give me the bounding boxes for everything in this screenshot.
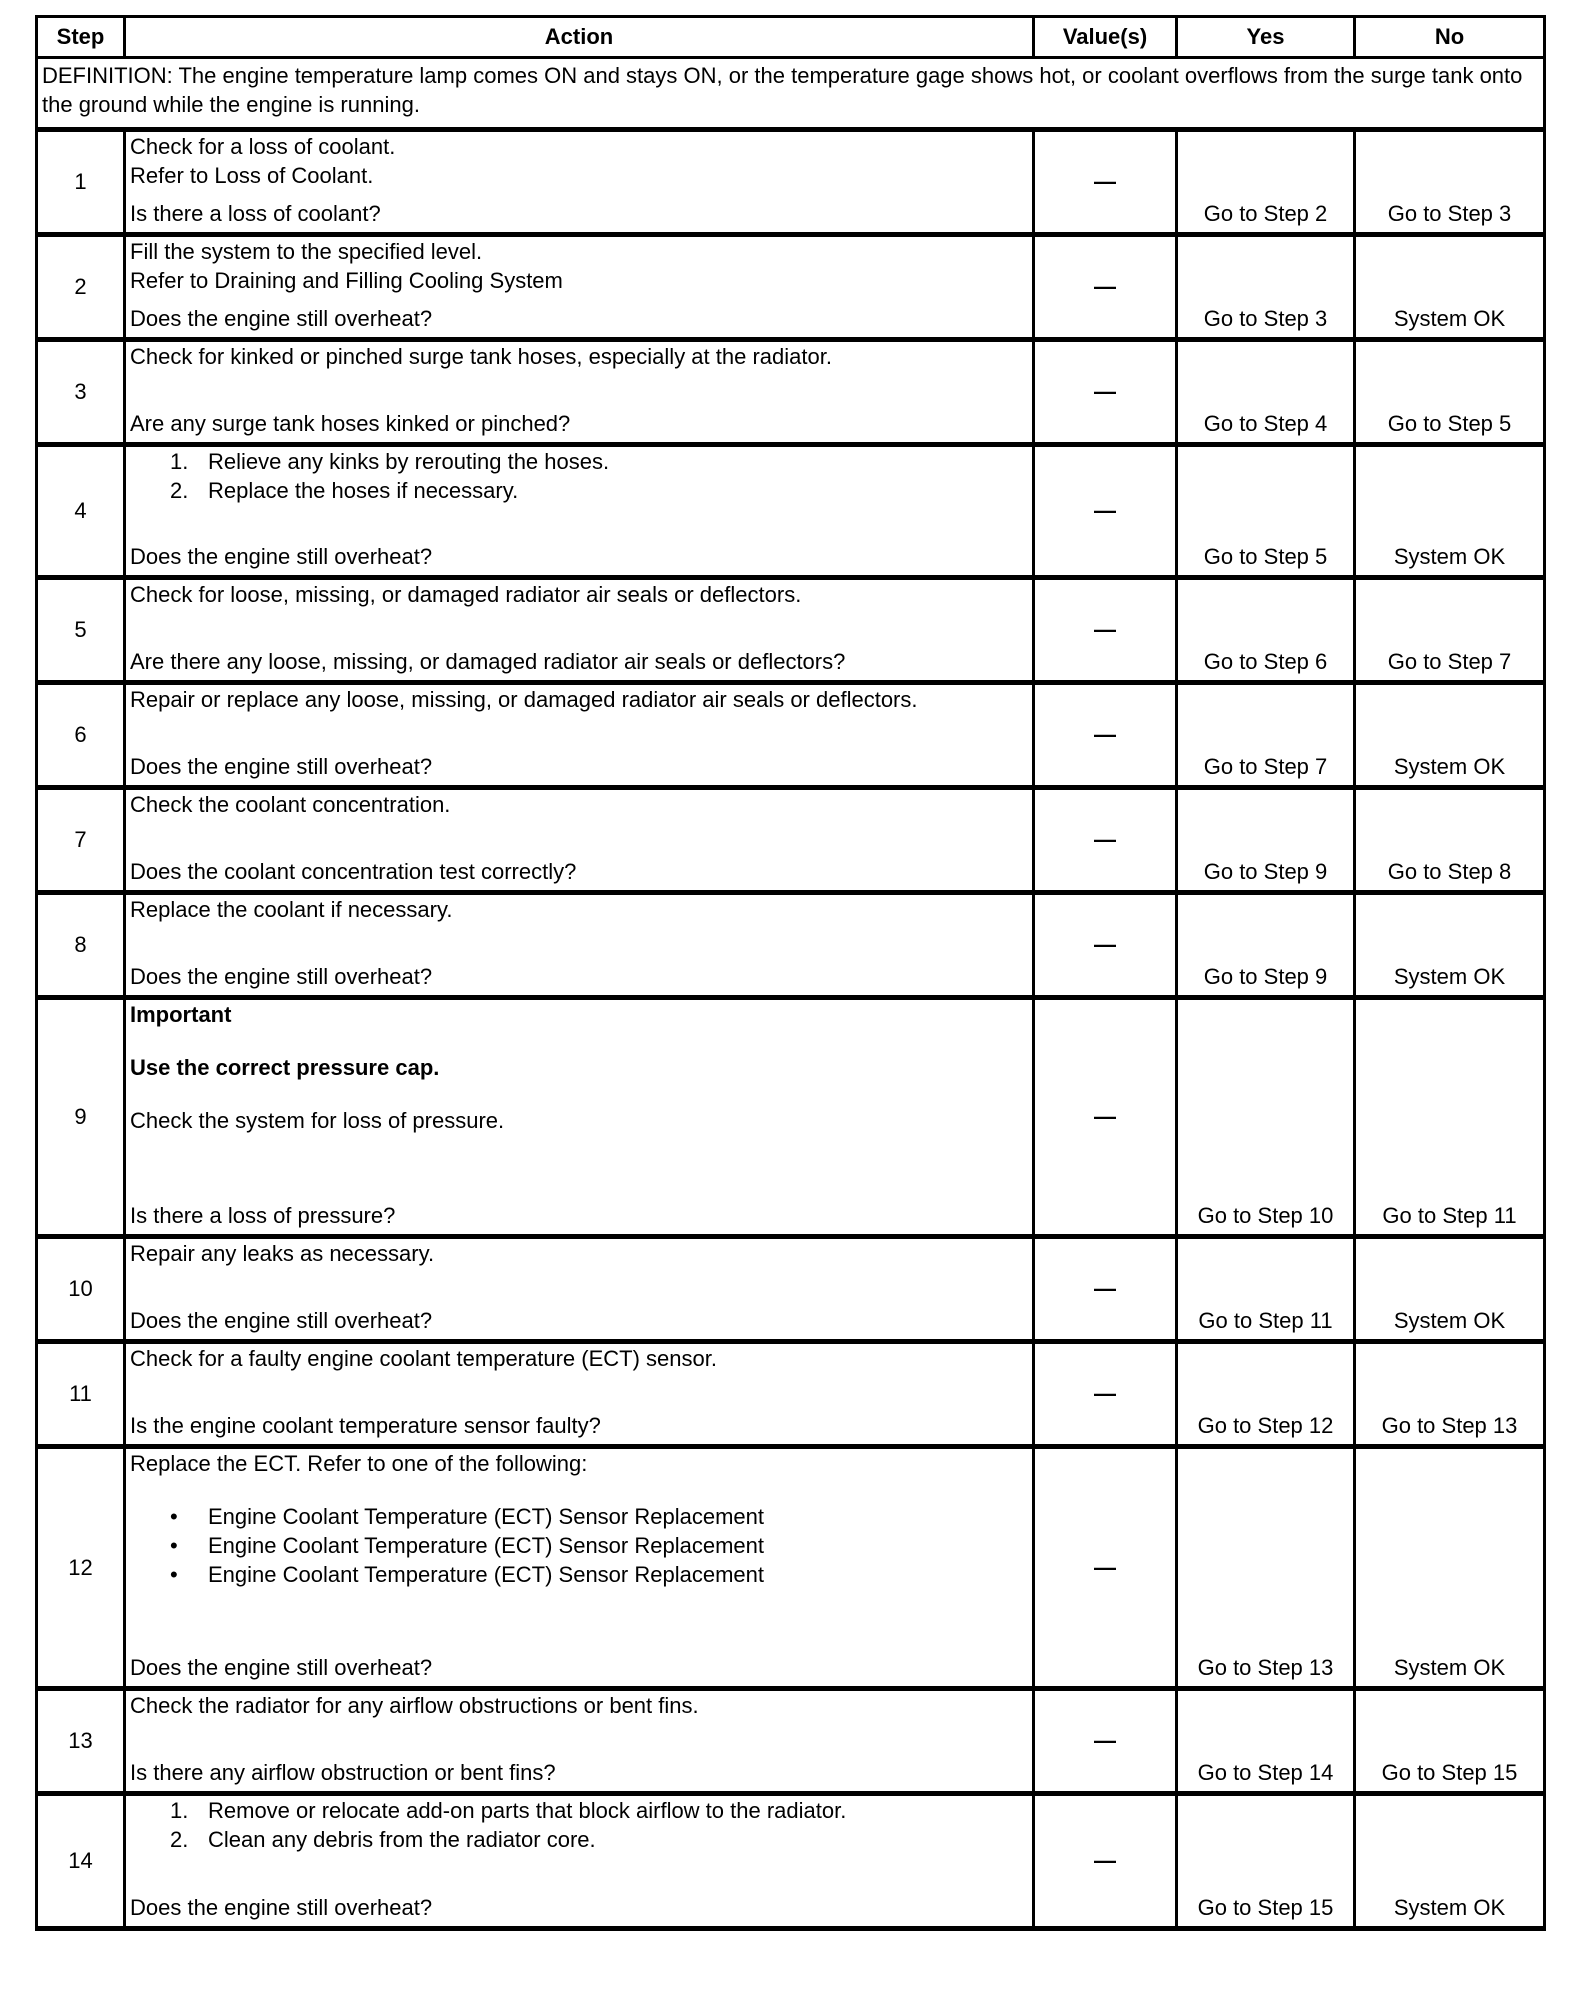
step-number: 5	[37, 578, 125, 683]
table-row	[37, 1689, 1545, 1794]
item-number: 1.	[170, 449, 189, 474]
action-cell	[125, 683, 1034, 788]
item-text: Relieve any kinks by rerouting the hoses.	[208, 449, 610, 474]
yes-cell: Go to Step 5	[1177, 445, 1355, 578]
bullet-item	[130, 1531, 1028, 1560]
action-line: Check for a loss of coolant.	[130, 134, 396, 159]
action-question: Is there a loss of pressure?	[130, 1203, 396, 1228]
yes-cell: Go to Step 13	[1177, 1447, 1355, 1689]
yes-cell: Go to Step 2	[1177, 130, 1355, 235]
item-text: Engine Coolant Temperature (ECT) Sensor Replacement	[208, 1533, 764, 1558]
action-cell	[125, 788, 1034, 893]
no-cell: Go to Step 5	[1355, 340, 1545, 445]
action-question: Is there a loss of coolant?	[130, 201, 381, 226]
header-row	[37, 17, 1545, 58]
action-question: Does the engine still overheat?	[130, 544, 433, 569]
step-number: 11	[37, 1342, 125, 1447]
table-row	[37, 1342, 1545, 1447]
action-question: Does the engine still overheat?	[130, 306, 433, 331]
yes-cell: Go to Step 7	[1177, 683, 1355, 788]
action-question: Does the engine still overheat?	[130, 754, 433, 779]
step-number: 13	[37, 1689, 125, 1794]
table-row	[37, 1447, 1545, 1689]
action-cell	[125, 130, 1034, 235]
yes-cell: Go to Step 15	[1177, 1794, 1355, 1929]
no-cell: Go to Step 8	[1355, 788, 1545, 893]
value-cell: —	[1034, 683, 1177, 788]
action-line: Refer to Loss of Coolant.	[130, 163, 374, 188]
action-line: Check the system for loss of pressure.	[130, 1108, 505, 1133]
value-cell: —	[1034, 235, 1177, 340]
table-row	[37, 340, 1545, 445]
value-cell: —	[1034, 130, 1177, 235]
action-line: Replace the coolant if necessary.	[130, 897, 453, 922]
numbered-item	[130, 447, 1028, 476]
action-cell	[125, 893, 1034, 998]
diagnostic-table	[35, 15, 1546, 1931]
no-cell: Go to Step 7	[1355, 578, 1545, 683]
table-row	[37, 998, 1545, 1237]
action-question: Does the engine still overheat?	[130, 964, 433, 989]
no-cell: System OK	[1355, 1237, 1545, 1342]
step-number: 4	[37, 445, 125, 578]
action-cell	[125, 1342, 1034, 1447]
yes-cell: Go to Step 14	[1177, 1689, 1355, 1794]
step-number: 8	[37, 893, 125, 998]
action-question: Are any surge tank hoses kinked or pinched?	[130, 411, 571, 436]
no-cell: Go to Step 3	[1355, 130, 1545, 235]
item-number: 1.	[170, 1798, 189, 1823]
action-question: Are there any loose, missing, or damaged radiator air seals or deflectors?	[130, 649, 846, 674]
yes-cell: Go to Step 9	[1177, 788, 1355, 893]
value-cell: —	[1034, 1794, 1177, 1929]
no-cell: System OK	[1355, 445, 1545, 578]
action-cell	[125, 1794, 1034, 1929]
value-cell: —	[1034, 445, 1177, 578]
header-step: Step	[37, 17, 125, 58]
item-number: 2.	[170, 1827, 189, 1852]
item-number: 2.	[170, 478, 189, 503]
action-cell	[125, 1447, 1034, 1689]
action-question: Does the engine still overheat?	[130, 1308, 433, 1333]
bullet-icon: •	[170, 1504, 178, 1529]
table-row	[37, 893, 1545, 998]
action-cell	[125, 578, 1034, 683]
value-cell: —	[1034, 998, 1177, 1237]
no-cell: Go to Step 15	[1355, 1689, 1545, 1794]
yes-cell: Go to Step 6	[1177, 578, 1355, 683]
table-row	[37, 445, 1545, 578]
action-cell	[125, 445, 1034, 578]
yes-cell: Go to Step 3	[1177, 235, 1355, 340]
header-yes: Yes	[1177, 17, 1355, 58]
table-row	[37, 130, 1545, 235]
step-number: 9	[37, 998, 125, 1237]
yes-cell: Go to Step 11	[1177, 1237, 1355, 1342]
bullet-item	[130, 1560, 1028, 1589]
value-cell: —	[1034, 893, 1177, 998]
value-cell: —	[1034, 578, 1177, 683]
value-cell: —	[1034, 1689, 1177, 1794]
action-question: Is there any airflow obstruction or bent fins?	[130, 1760, 556, 1785]
step-number: 3	[37, 340, 125, 445]
action-cell	[125, 340, 1034, 445]
action-line: Refer to Draining and Filling Cooling System	[130, 268, 563, 293]
action-cell	[125, 1237, 1034, 1342]
yes-cell: Go to Step 9	[1177, 893, 1355, 998]
action-question: Is the engine coolant temperature sensor faulty?	[130, 1413, 601, 1438]
yes-cell: Go to Step 12	[1177, 1342, 1355, 1447]
action-line: Check the coolant concentration.	[130, 792, 451, 817]
item-text: Remove or relocate add-on parts that block airflow to the radiator.	[208, 1798, 847, 1823]
table-row	[37, 235, 1545, 340]
value-cell: —	[1034, 340, 1177, 445]
action-cell	[125, 998, 1034, 1237]
action-line: Repair or replace any loose, missing, or damaged radiator air seals or deflectors.	[130, 687, 918, 712]
value-cell: —	[1034, 788, 1177, 893]
action-cell	[125, 235, 1034, 340]
action-line: Use the correct pressure cap.	[130, 1055, 440, 1080]
spacer	[130, 1082, 1028, 1106]
no-cell: System OK	[1355, 893, 1545, 998]
bullet-item	[130, 1502, 1028, 1531]
action-line: Fill the system to the specified level.	[130, 239, 483, 264]
no-cell: Go to Step 13	[1355, 1342, 1545, 1447]
step-number: 10	[37, 1237, 125, 1342]
bullet-icon: •	[170, 1562, 178, 1587]
action-question: Does the engine still overheat?	[130, 1655, 433, 1680]
yes-cell: Go to Step 10	[1177, 998, 1355, 1237]
header-values: Value(s)	[1034, 17, 1177, 58]
spacer	[130, 1029, 1028, 1053]
header-action: Action	[125, 17, 1034, 58]
step-number: 6	[37, 683, 125, 788]
spacer	[130, 1478, 1028, 1502]
no-cell: System OK	[1355, 683, 1545, 788]
action-question: Does the coolant concentration test correctly?	[130, 859, 577, 884]
item-text: Engine Coolant Temperature (ECT) Sensor Replacement	[208, 1504, 764, 1529]
definition-row	[37, 58, 1545, 130]
no-cell: System OK	[1355, 1447, 1545, 1689]
value-cell: —	[1034, 1447, 1177, 1689]
value-cell: —	[1034, 1237, 1177, 1342]
table-row	[37, 1794, 1545, 1929]
numbered-item	[130, 476, 1028, 505]
table-row	[37, 578, 1545, 683]
action-cell	[125, 1689, 1034, 1794]
action-line: Check the radiator for any airflow obstructions or bent fins.	[130, 1693, 699, 1718]
table-row	[37, 788, 1545, 893]
table-row	[37, 683, 1545, 788]
action-line: Important	[130, 1002, 232, 1027]
table-row	[37, 1237, 1545, 1342]
step-number: 14	[37, 1794, 125, 1929]
action-line: Check for kinked or pinched surge tank hoses, especially at the radiator.	[130, 344, 832, 369]
action-question: Does the engine still overheat?	[130, 1895, 433, 1920]
step-number: 12	[37, 1447, 125, 1689]
header-no: No	[1355, 17, 1545, 58]
no-cell: Go to Step 11	[1355, 998, 1545, 1237]
yes-cell: Go to Step 4	[1177, 340, 1355, 445]
value-cell: —	[1034, 1342, 1177, 1447]
numbered-item	[130, 1796, 1028, 1825]
numbered-item	[130, 1825, 1028, 1854]
action-line: Replace the ECT. Refer to one of the following:	[130, 1451, 588, 1476]
step-number: 1	[37, 130, 125, 235]
action-line: Check for a faulty engine coolant temperature (ECT) sensor.	[130, 1346, 717, 1371]
item-text: Replace the hoses if necessary.	[208, 478, 519, 503]
action-line: Check for loose, missing, or damaged radiator air seals or deflectors.	[130, 582, 802, 607]
no-cell: System OK	[1355, 1794, 1545, 1929]
action-line: Repair any leaks as necessary.	[130, 1241, 435, 1266]
step-number: 2	[37, 235, 125, 340]
item-text: Engine Coolant Temperature (ECT) Sensor Replacement	[208, 1562, 764, 1587]
step-number: 7	[37, 788, 125, 893]
item-text: Clean any debris from the radiator core.	[208, 1827, 596, 1852]
no-cell: System OK	[1355, 235, 1545, 340]
definition-text: DEFINITION: The engine temperature lamp comes ON and stays ON, or the temperature gage shows hot, or coolant overflows from the surge tank onto the ground while the engine is running.	[37, 58, 1545, 130]
bullet-icon: •	[170, 1533, 178, 1558]
